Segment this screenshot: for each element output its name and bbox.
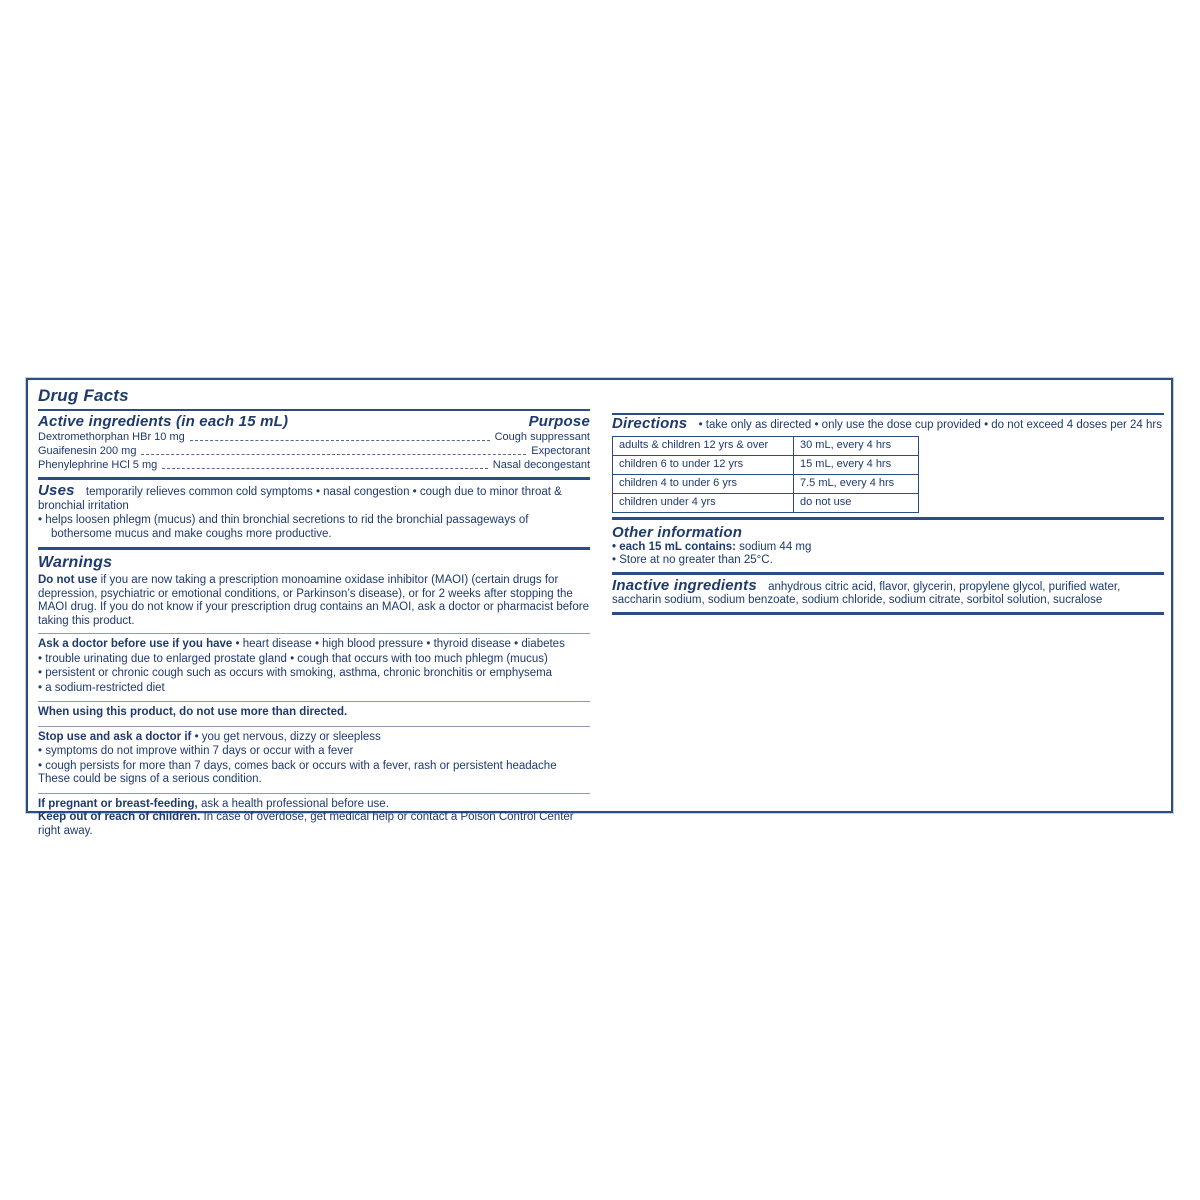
ingredient-purpose: Nasal decongestant	[492, 459, 590, 471]
dosage-age: adults & children 12 yrs & over	[613, 436, 794, 455]
dosage-amount: do not use	[794, 493, 919, 512]
dosage-row	[613, 493, 919, 512]
section-divider	[38, 793, 590, 794]
drug-facts-title: Drug Facts	[38, 386, 129, 405]
dosage-amount: 30 mL, every 4 hrs	[794, 436, 919, 455]
section-divider	[612, 572, 1164, 575]
ingredient-row	[38, 459, 590, 472]
other-information-heading: Other information	[612, 523, 743, 541]
directions-bullets: • take only as directed • only use the dose cup provided • do not exceed 4 doses per 24 hrs	[698, 419, 1162, 431]
inactive-ingredients-text: anhydrous citric acid, flavor, glycerin, propylene glycol, purified water, saccharin sodium, sodium benzoate, sodium chloride, sodium citrate, sorbitol solution, sucralose	[612, 580, 1121, 606]
section-divider	[38, 633, 590, 634]
section-divider	[38, 477, 590, 480]
active-ingredients-heading: Active ingredients (in each 15 mL)	[38, 413, 289, 430]
uses-line1: temporarily relieves common cold symptoms • nasal congestion • cough due to minor throat & bronchial irritation	[38, 486, 562, 512]
left-column	[38, 386, 590, 838]
dosage-row	[613, 455, 919, 474]
uses-section	[38, 484, 590, 541]
active-ingredients-header-row	[38, 413, 590, 430]
right-column	[612, 386, 1164, 619]
section-divider	[38, 726, 590, 727]
keep-out-text: In case of overdose, get medical help or contact a Poison Control Center right away.	[38, 811, 574, 837]
contains-lead: • each 15 mL contains:	[612, 540, 736, 553]
ingredient-purpose: Expectorant	[531, 445, 590, 457]
dosage-amount: 15 mL, every 4 hrs	[794, 455, 919, 474]
dosage-row	[613, 436, 919, 455]
other-information-bullet: • Store at no greater than 25°C.	[612, 554, 773, 566]
dotted-leader	[190, 440, 490, 441]
inactive-ingredients-heading: Inactive ingredients	[612, 576, 757, 594]
dotted-leader	[141, 454, 526, 455]
dotted-leader	[162, 468, 488, 469]
ask-doctor-bullet: • trouble urinating due to enlarged prostate gland • cough that occurs with too much phlegm (mucus)	[38, 652, 548, 665]
uses-line2: • helps loosen phlegm (mucus) and thin bronchial secretions to rid the bronchial passageways of bothersome mucus and make coughs more productive.	[38, 514, 529, 540]
inactive-ingredients-section	[612, 576, 1164, 608]
pregnant-lead: If pregnant or breast-feeding,	[38, 797, 198, 810]
keep-out-lead: Keep out of reach of children.	[38, 811, 201, 823]
section-divider	[612, 517, 1164, 520]
ingredient-name: Dextromethorphan HBr 10 mg	[38, 431, 185, 443]
do-not-use-paragraph	[38, 574, 590, 628]
stop-use-bullet: • symptoms do not improve within 7 days or occur with a fever	[38, 745, 354, 757]
ask-doctor-inline: • heart disease • high blood pressure • thyroid disease • diabetes	[232, 638, 565, 650]
ingredient-row	[38, 445, 590, 458]
ingredient-purpose: Cough suppressant	[494, 431, 590, 443]
when-using-line: When using this product, do not use more than directed.	[38, 706, 348, 718]
pregnant-text: ask a health professional before use.	[197, 797, 389, 810]
section-divider	[38, 409, 590, 411]
do-not-use-text: if you are now taking a prescription monoamine oxidase inhibitor (MAOI) (certain drugs for depression, psychiatric or emotional conditions, or Parkinson’s disease), or for 2 weeks after stopping the MAOI drug. If you do not know if your prescription drug contains an MAOI, ask a doctor or pharmacist before taking this product.	[38, 574, 589, 627]
dosage-age: children 4 to under 6 yrs	[613, 474, 794, 493]
pregnant-line	[38, 798, 590, 812]
dosage-age: children under 4 yrs	[613, 493, 794, 512]
directions-heading: Directions	[612, 415, 688, 432]
uses-heading: Uses	[38, 482, 75, 499]
do-not-use-lead: Do not use	[38, 574, 98, 586]
dosage-row	[613, 474, 919, 493]
dosage-amount: 7.5 mL, every 4 hrs	[794, 474, 919, 493]
keep-out-line	[38, 811, 590, 838]
directions-section	[612, 417, 1164, 433]
section-divider	[612, 612, 1164, 615]
stop-use-footer: These could be signs of a serious condition.	[38, 773, 262, 785]
ingredient-row	[38, 431, 590, 444]
ask-doctor-bullet: • a sodium-restricted diet	[38, 681, 165, 694]
section-divider	[38, 547, 590, 550]
section-divider	[38, 701, 590, 702]
warnings-heading: Warnings	[38, 554, 113, 571]
dosage-table	[612, 436, 919, 513]
purpose-heading: Purpose	[528, 413, 590, 430]
dosage-age: children 6 to under 12 yrs	[613, 455, 794, 474]
section-divider	[612, 413, 1164, 415]
drug-facts-label	[26, 378, 1173, 837]
ingredient-name: Guaifenesin 200 mg	[38, 445, 137, 457]
stop-use-bullet: • cough persists for more than 7 days, comes back or occurs with a fever, rash or persistent headache	[38, 759, 557, 772]
contains-text: sodium 44 mg	[735, 540, 812, 553]
right-column-top-spacer	[612, 386, 1164, 410]
ask-doctor-bullet: • persistent or chronic cough such as occurs with smoking, asthma, chronic bronchitis or emphysema	[38, 667, 553, 679]
stop-use-paragraph	[38, 731, 590, 787]
ask-doctor-paragraph	[38, 638, 590, 695]
stop-use-lead: Stop use and ask a doctor if	[38, 730, 192, 743]
ingredient-name: Phenylephrine HCl 5 mg	[38, 459, 158, 471]
other-information-bullet	[612, 541, 1164, 555]
ask-doctor-lead: Ask a doctor before use if you have	[38, 638, 233, 650]
stop-use-inline: • you get nervous, dizzy or sleepless	[191, 730, 381, 743]
